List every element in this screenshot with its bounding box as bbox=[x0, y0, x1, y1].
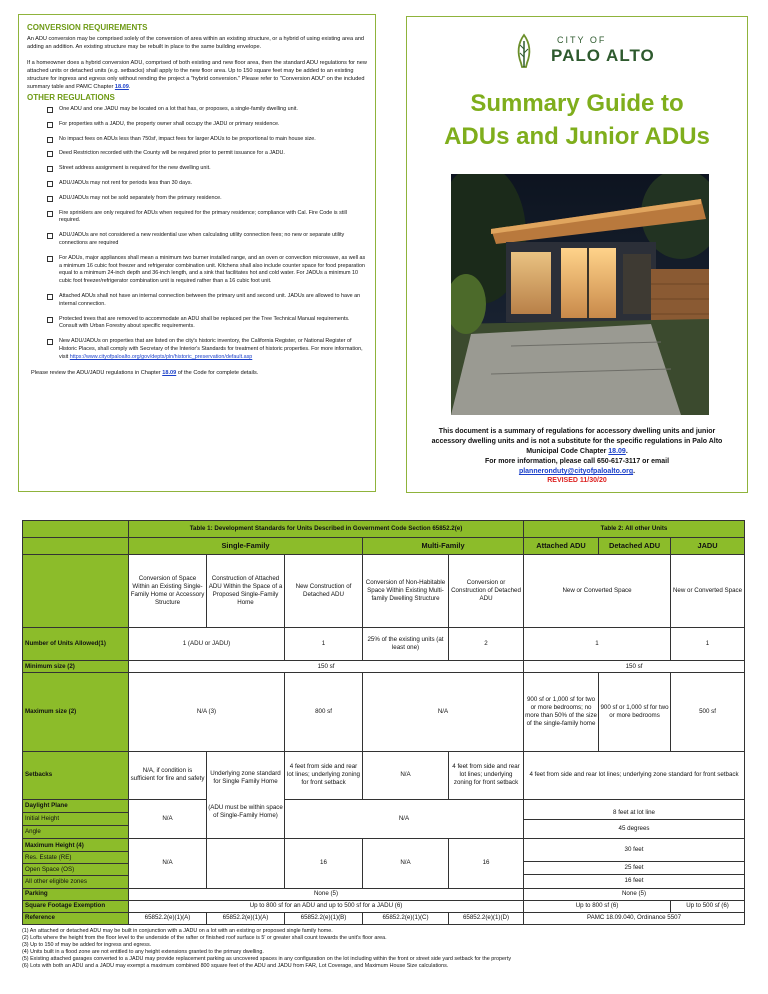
list-item: One ADU and one JADU may be located on a lot that has, or proposes, a single-family dwelling unit. bbox=[47, 106, 369, 114]
closing-note: Please review the ADU/JADU regulations in Chapter 18.09 of the Code for complete details. bbox=[31, 369, 259, 376]
disclaimer-text: This document is a summary of regulations for accessory dwelling units and junior accessory dwelling units and is not a substitute for the specific regulations in Palo Alto Municipal Code Chapter 18.09. bbox=[431, 428, 723, 455]
conversion-heading: CONVERSION REQUIREMENTS bbox=[27, 23, 148, 32]
row-label: Setbacks bbox=[23, 751, 129, 799]
row-label: Reference bbox=[23, 912, 129, 924]
document-title: Summary Guide to ADUs and Junior ADUs bbox=[444, 90, 710, 150]
footnote: (2) Lofts where the height from the floor level to the underside of the rafter or finished roof surface is 5' or greater shall count towards the unit's floor area. bbox=[22, 934, 387, 941]
column-header: Conversion of Space Within an Existing Single-Family Home or Accessory Structure bbox=[129, 555, 207, 628]
city-of-text: CITY OF bbox=[557, 35, 607, 45]
max-height-labels: Maximum Height (4) Res. Estate (RE) Open Space (OS) All other eligible zones bbox=[23, 839, 129, 888]
list-item: Deed Restriction recorded with the County will be required prior to permit issuance for a JADU. bbox=[47, 150, 369, 158]
detached-adu-header: Detached ADU bbox=[599, 538, 671, 555]
list-item: ADU/JADUs may not be sold separately from the primary residence. bbox=[47, 195, 369, 203]
jadu-header: JADU bbox=[671, 538, 745, 555]
underlying-zone-cell: Underlying zone standard for Single Family Home (ADU must be within space of Single-Family Home) bbox=[207, 751, 285, 839]
column-header: New or Converted Space bbox=[671, 555, 745, 628]
chapter-link[interactable]: 18.09 bbox=[162, 369, 177, 376]
development-standards-table: Table 1: Development Standards for Units Described in Government Code Section 65852.2(e) Table 2: All other Units Single-Family Multi-Family Attached ADU Detached ADU JADU Conversion of Space Within an Existing Single-Family Home or Accessory Structure Construction of Attached ADU Within the Space of a Proposed Single-Family Home New Construction of Detached ADU Conversion of Non-Habitable Space Within Existing Multi-family Dwelling Structure Conversion or Construction of Detached ADU New or Converted Space New or Converted Space Number of Units Allowed(1) 1 (ADU or JADU) 1 25% of the existing units (at least one) 2 1 1 Minimum size (2) 150 sf 150 sf Maximum size (2) N/A (3) 800 sf N/A 900 sf or 1,000 sf for two or more bedrooms; no more than 50% of the size of the single-family home 900 sf or 1,000 sf for two or more bedrooms 500 sf Setbacks N/A, if condition is sufficient for fire and safety Underlying zone standard for Single Family Home (ADU must be within space of Single-Family Home) 4 feet from side and rear lot lines; underlying zoning for front setback N/A 4 feet from side and rear lot lines; underlying zoning for front setback 4 feet from side and rear lot lines; underlying zone standard for front setback Daylight Plane Initial Height Angle N/A N/A 8 feet at lot line 45 degrees Maximum Height (4) Res. Estate (RE) Open Space (OS) All other eligible zones N/A 16 N/A 16 30 feet 25 feet 16 feet Parking None (5) None (5) Square Footage Exemption Up to 800 sf for an ADU and up to 500 sf for a JADU (6) Up to 800 sf (6) Up to 500 sf (6) Reference 65852.2(e)(1)(A) 65852.2(e)(1)(A) 65852.2(e)(1)(B) 65852.2(e)(1)(C) 65852.2(e)(1)(D) PAMC 18.09.040, Ordinance 5507 bbox=[22, 520, 744, 925]
footnote: (5) Existing attached garages converted to a JADU may provide replacement parking as uncovered spaces in any configuration on the lot including within the front or street side yard setback for the property bbox=[22, 955, 512, 962]
checkbox-icon bbox=[47, 196, 53, 202]
list-item: Fire sprinklers are only required for ADUs when required for the primary residence; compliance with Cal. Fire Code is still required. bbox=[47, 210, 369, 226]
checkbox-icon bbox=[47, 166, 53, 172]
list-item: Street address assignment is required for the new dwelling unit. bbox=[47, 165, 369, 173]
conversion-paragraph-2: If a homeowner does a hybrid conversion ADU, comprised of both existing and new floor area, then the standard ADU regulations for new attached units or detached units (e.g. setbacks) shall apply to the new floor area. Up to 150 square feet may be added to an existing structure for ingress and egress only without rending the project a "hybrid conversion." Please refer to "Conversion ADU" on the included summary table and PAMC Chapter 18.09. bbox=[27, 60, 367, 90]
city-logo bbox=[509, 33, 659, 73]
checkbox-icon bbox=[47, 294, 53, 300]
more-info-text: For more information, please call 650-617-3117 or email planneronduty@cityofpaloalto.org. bbox=[484, 458, 670, 475]
daylight-labels: Daylight Plane Initial Height Angle bbox=[23, 800, 129, 839]
checkbox-icon bbox=[47, 317, 53, 323]
column-header: Conversion of Non-Habitable Space Within Existing Multi-family Dwelling Structure bbox=[363, 555, 449, 628]
checkbox-icon bbox=[47, 122, 53, 128]
height-t2-cell: 30 feet 25 feet 16 feet bbox=[524, 839, 745, 888]
footnote: (3) Up to 150 sf may be added for ingress and egress. bbox=[22, 941, 152, 948]
row-label: Maximum size (2) bbox=[23, 673, 129, 752]
table2-title: Table 2: All other Units bbox=[524, 521, 745, 538]
list-item: For properties with a JADU, the property owner shall occupy the JADU or primary residence. bbox=[47, 121, 369, 129]
chapter-link[interactable]: 18.09 bbox=[608, 448, 626, 455]
row-label: Minimum size (2) bbox=[23, 661, 129, 673]
palo-alto-text: PALO ALTO bbox=[551, 46, 655, 65]
right-column bbox=[406, 16, 748, 493]
checkbox-icon bbox=[47, 211, 53, 217]
footnote: (4) Units built in a flood zone are not entitled to any height extensions granted to the primary dwelling. bbox=[22, 948, 264, 955]
checkbox-icon bbox=[47, 151, 53, 157]
list-item: For ADUs, major appliances shall mean a minimum two burner installed range, and an oven or convection microwave, as well as a minimum 16 cubic foot freezer and refrigerator combination unit. Kitchens shall also include counter space for food preparation equal to a minimum 24-inch depth and 36-inch length, and a sink that facilitates hot and cold water. For JADUs a minimum 10 cubic foot freezer/refrigerator combination unit is required rather than a 16 cubic foot unit. bbox=[47, 255, 369, 286]
list-item: ADU/JADUs may not rent for periods less than 30 days. bbox=[47, 180, 369, 188]
daylight-t2-cell: 8 feet at lot line 45 degrees bbox=[524, 800, 745, 839]
table-corner bbox=[23, 521, 129, 538]
adu-photo bbox=[451, 174, 709, 415]
tree-icon bbox=[509, 33, 539, 69]
list-item: Protected trees that are removed to accommodate an ADU shall be replaced per the Tree Technical Manual requirements. Consult with Urban Forestry about specific requirements. bbox=[47, 316, 369, 332]
table1-title: Table 1: Development Standards for Units Described in Government Code Section 65852.2(e) bbox=[129, 521, 524, 538]
column-header: New Construction of Detached ADU bbox=[285, 555, 363, 628]
checkbox-icon bbox=[47, 181, 53, 187]
list-item: ADU/JADUs are not considered a new residential use when calculating utility connection fees; no new or separate utility connections are required bbox=[47, 232, 369, 248]
list-item: Attached ADUs shall not have an internal connection between the primary unit and second unit. JADUs are allowed to have an internal connection. bbox=[47, 293, 369, 309]
checkbox-icon bbox=[47, 256, 53, 262]
checkbox-icon bbox=[47, 233, 53, 239]
chapter-link[interactable]: 18.09 bbox=[114, 84, 129, 90]
email-link[interactable]: planneronduty@cityofpaloalto.org bbox=[518, 468, 634, 475]
regulations-list bbox=[27, 106, 369, 362]
footnote: (1) An attached or detached ADU may be built in conjunction with a JADU on a lot with an existing or proposed single family home. bbox=[22, 928, 333, 934]
column-header: New or Converted Space bbox=[524, 555, 671, 628]
column-header: Construction of Attached ADU Within the Space of a Proposed Single-Family Home bbox=[207, 555, 285, 628]
checkbox-icon bbox=[47, 137, 53, 143]
row-label: Square Footage Exemption bbox=[23, 900, 129, 912]
conversion-paragraph-1: An ADU conversion may be comprised solely of the conversion of area within an existing structure, or a hybrid of using existing area and adding an addition. An existing structure may be rebuilt in place to the same building envelope. bbox=[27, 36, 365, 50]
other-regulations-heading: OTHER REGULATIONS bbox=[27, 93, 115, 102]
single-family-header: Single-Family bbox=[129, 538, 363, 555]
footnote: (6) Lots with both an ADU and a JADU may exempt a maximum combined 800 square feet of the ADU and JADU from FAR, Lot Coverage, and Maximum House Size calculations. bbox=[22, 962, 449, 969]
list-item: No impact fees on ADUs less than 750sf, impact fees for larger ADUs to be proportional to main house size. bbox=[47, 136, 369, 144]
checkbox-icon bbox=[47, 107, 53, 113]
column-header: Conversion or Construction of Detached ADU bbox=[449, 555, 524, 628]
attached-adu-header: Attached ADU bbox=[524, 538, 599, 555]
row-label: Parking bbox=[23, 888, 129, 900]
multi-family-header: Multi-Family bbox=[363, 538, 524, 555]
left-column bbox=[18, 14, 376, 492]
footnotes bbox=[22, 928, 752, 969]
historic-preservation-link[interactable]: https://www.cityofpaloalto.org/gov/depts/pln/historic_preservation/default.asp bbox=[69, 353, 253, 360]
list-item: New ADU/JADUs on properties that are listed on the city's historic inventory, the California Register, or National Register of Historic Places, shall comply with Secretary of the Interior's Standards for treatment of historic properties. For more information, visit https://www.cityofpaloalto.org/gov/depts/pln/historic_preservation/default.asp bbox=[47, 338, 369, 361]
revision-date: REVISED 11/30/20 bbox=[547, 477, 607, 484]
checkbox-icon bbox=[47, 339, 53, 345]
row-label: Number of Units Allowed(1) bbox=[23, 627, 129, 660]
